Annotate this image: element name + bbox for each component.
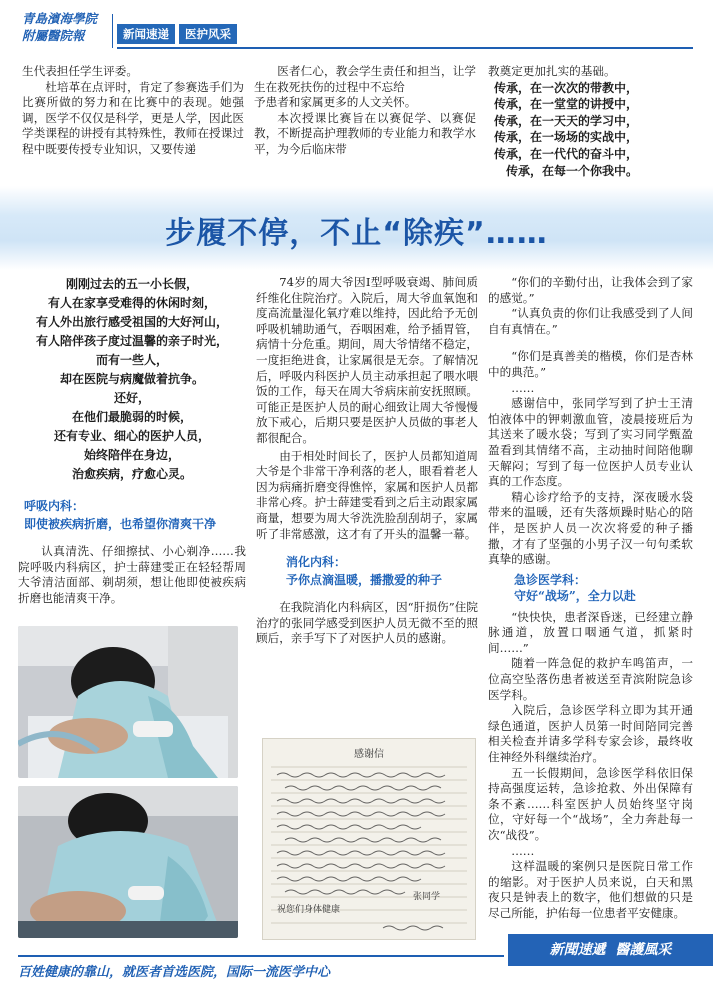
right-paragraph-4: 随着一阵急促的救护车鸣笛声，一位高空坠落伤患者被送至青滨附院急诊医学科。	[488, 656, 693, 702]
logo-line1: 青島濱海學院	[22, 11, 98, 26]
nurse-cleaning-illustration	[18, 626, 238, 778]
top-col2-p2: 予患者和家属更多的人文关怀。	[254, 95, 417, 110]
digestive-title: 予你点滴温暖，播撒爱的种子	[286, 573, 443, 588]
poem-line: 始终陪伴在身边，	[83, 448, 180, 462]
verse-line: 传承，在每一个你我中。	[506, 163, 639, 178]
quote-3: “你们是真善美的楷模，你们是杏林中的典范。”	[488, 349, 693, 379]
respiratory-paragraph: 认真清洗、仔细擦拭、小心剃净……我院呼吸内科病区，护士薛建雯正在轻轻帮周大爷清洁面部、剃胡须，想让他即使被疾病折磨也能清爽干净。	[18, 544, 246, 605]
middle-paragraph-1: 74岁的周大爷因Ⅰ型呼吸衰竭、肺间质纤维化住院治疗。入院后，周大爷血氧饱和度高流量湿化氧疗难以维持，因此给予无创呼吸机辅助通气，吞咽困难，给予插胃管，病情十分危重。期间，周大爷情绪不稳定，一度拒绝进食，让家属很是无奈。了解情况后，呼吸内科医护人员主动承担起了喂水喂饭的工作，每天在周大爷病床前安抚照顾。可能正是医护人员的耐心细致让周大爷慢慢放下戒心，后期只要是医护人员做的事老人都很配合。	[256, 275, 478, 445]
right-paragraph-3: “快快快，患者深昏迷，已经建立静脉通道，放置口咽通气道，抓紧时间……”	[488, 609, 693, 655]
poem-line: 而有一些人，	[95, 353, 168, 367]
letter-signature: 张同学	[413, 892, 441, 902]
top-col2-p3: 本次授课比赛旨在以赛促学、以赛促教，不断提高护理教师的专业能力和教学水平，为今后临床带	[254, 110, 476, 156]
poem-line: 刚刚过去的五一小长假，	[65, 277, 198, 291]
respiratory-body	[18, 544, 246, 606]
digestive-section-header	[256, 554, 478, 588]
banner-title: 步履不停，不止“除疾”……	[165, 216, 548, 251]
emergency-section-header	[488, 572, 693, 604]
right-column	[488, 275, 693, 922]
top-col2-p1: 医者仁心，教会学生责任和担当，让学生在救死扶伤的过程中不忘给	[254, 64, 476, 94]
poem-line: 还有专业、细心的医护人员，	[53, 429, 210, 443]
nurse-shaving-illustration	[18, 786, 238, 938]
footer-badge-text: 新聞速遞 醫護風采	[549, 942, 672, 958]
top-col3-intro: 教奠定更加扎实的基础。	[488, 64, 616, 78]
verse-line: 传承，在一堂堂的讲授中，	[494, 97, 639, 112]
respiratory-title: 即使被疾病折磨，也希望你清爽干净	[24, 517, 217, 531]
top-column-1	[22, 64, 244, 158]
top-col1-p2: 杜培革在点评时，肯定了参赛选手们为比赛所做的努力和在比赛中的表现。她强调，医学不仅仅是科学，更是人学，因此医学类课程的讲授有其特殊性，教师在授课过程中既要传授专业知识，又要传递	[22, 79, 244, 156]
ellipsis-2: ……	[511, 843, 535, 858]
verse-line: 传承，在一场场的实战中，	[494, 130, 639, 145]
left-column	[18, 275, 246, 606]
opening-poem	[18, 275, 246, 484]
poem-line: 有人陪伴孩子度过温馨的亲子时光，	[35, 334, 228, 348]
top-column-3	[488, 64, 693, 179]
digestive-label: 消化内科：	[286, 555, 347, 570]
middle-paragraph-3: 在我院消化内科病区，因“肝损伤”住院治疗的张同学感受到医护人员无微不至的照顾后，亲手写下了对医护人员的感谢。	[256, 600, 478, 646]
poem-line: 还好，	[113, 391, 150, 405]
header-rule	[117, 47, 693, 49]
right-paragraph-2: 精心诊疗给予的支持，深夜暖水袋带来的温暖，还有失落烦躁时贴心的陪伴，是医护人员一次次将爱的种子播撒，才有了坚强的小男子汉一句句柔软真挚的感谢。	[488, 489, 693, 567]
top-col1-p1: 生代表担任学生评委。	[22, 64, 138, 78]
footer-badge	[508, 934, 713, 966]
header-tabs	[117, 23, 241, 44]
middle-paragraph-2: 由于相处时间长了，医护人员都知道周大爷是个非常干净利落的老人，眼看着老人因为病痛折磨变得憔悴，家属和医护人员都非常心疼。护士薛建雯看到之后主动跟家属商量，想要为周大爷洗洗脸刮刮胡子，家属听了非常感激，这才有了开头的温馨一幕。	[256, 448, 478, 541]
poem-line: 有人在家享受难得的休闲时刻，	[47, 296, 216, 310]
inheritance-verse	[488, 80, 693, 180]
right-paragraph-6: 五一长假期间，急诊医学科依旧保持高强度运转，急诊抢救、外出保障有条不紊……科室医护人员始终坚守岗位，守好每一个“战场”，全力奔赴每一次“战役”。	[488, 765, 693, 842]
right-paragraph-7: 这样温暖的案例只是医院日常工作的缩影。对于医护人员来说，白天和黑夜只是钟表上的数字，他们想做的只是尽己所能，护佑每一位患者平安健康。	[488, 859, 693, 920]
nurse-shaving-photo	[18, 786, 238, 938]
ellipsis-1: ……	[511, 380, 535, 395]
verse-line: 传承，在一次次的带教中，	[494, 80, 639, 95]
verse-line: 传承，在一天天的学习中，	[494, 113, 639, 128]
title-banner	[0, 186, 713, 270]
logo-line2: 附屬醫院報	[22, 28, 85, 43]
right-paragraph-1: 感谢信中，张同学写到了护士王清怕液体中的钾刺激血管，凌晨接班后为其送来了暖水袋；写到了实习同学甄盈盈看到其情绪不高，主动抽时间陪他聊天解闷；写到了每一位医护人员专业认真的工作态度。	[488, 396, 693, 489]
footer-slogan: 百姓健康的靠山，就医者首选医院，国际一流医学中心	[18, 965, 331, 980]
newspaper-logo	[22, 10, 112, 44]
nurse-cleaning-photo	[18, 626, 238, 778]
letter-title: 感谢信	[354, 749, 384, 760]
emergency-title: 守好“战场”，全力以赴	[514, 588, 636, 603]
header	[0, 0, 713, 58]
respiratory-label: 呼吸内科：	[24, 499, 85, 513]
poem-line: 却在医院与病魔做着抗争。	[59, 372, 204, 386]
emergency-label: 急诊医学科：	[514, 572, 587, 587]
poem-line: 治愈疾病，疗愈心灵。	[71, 467, 192, 481]
top-column-2	[254, 64, 476, 158]
respiratory-section-header	[18, 498, 246, 532]
letter-closing: 祝您们身体健康	[277, 905, 341, 915]
tab-news: 新闻速递	[117, 24, 175, 44]
poem-line: 在他们最脆弱的时候，	[71, 410, 192, 424]
quote-1: “你们的辛勤付出，让我体会到了家的感觉。”	[488, 275, 693, 305]
verse-line: 传承，在一代代的奋斗中，	[494, 146, 639, 161]
quote-2: “认真负责的你们让我感受到了人间自有真情在。”	[488, 306, 693, 336]
footer-rule	[18, 955, 504, 957]
tab-medical-style: 医护风采	[179, 24, 237, 44]
middle-column	[256, 275, 478, 647]
right-paragraph-5: 入院后，急诊医学科立即为其开通绿色通道，医护人员第一时间陪同完善相关检查并请多学科专家会诊，最终收住神经外科继续治疗。	[488, 703, 693, 765]
thank-you-letter-photo	[262, 738, 476, 940]
header-divider-vertical	[112, 14, 113, 48]
poem-line: 有人外出旅行感受祖国的大好河山，	[35, 315, 228, 329]
